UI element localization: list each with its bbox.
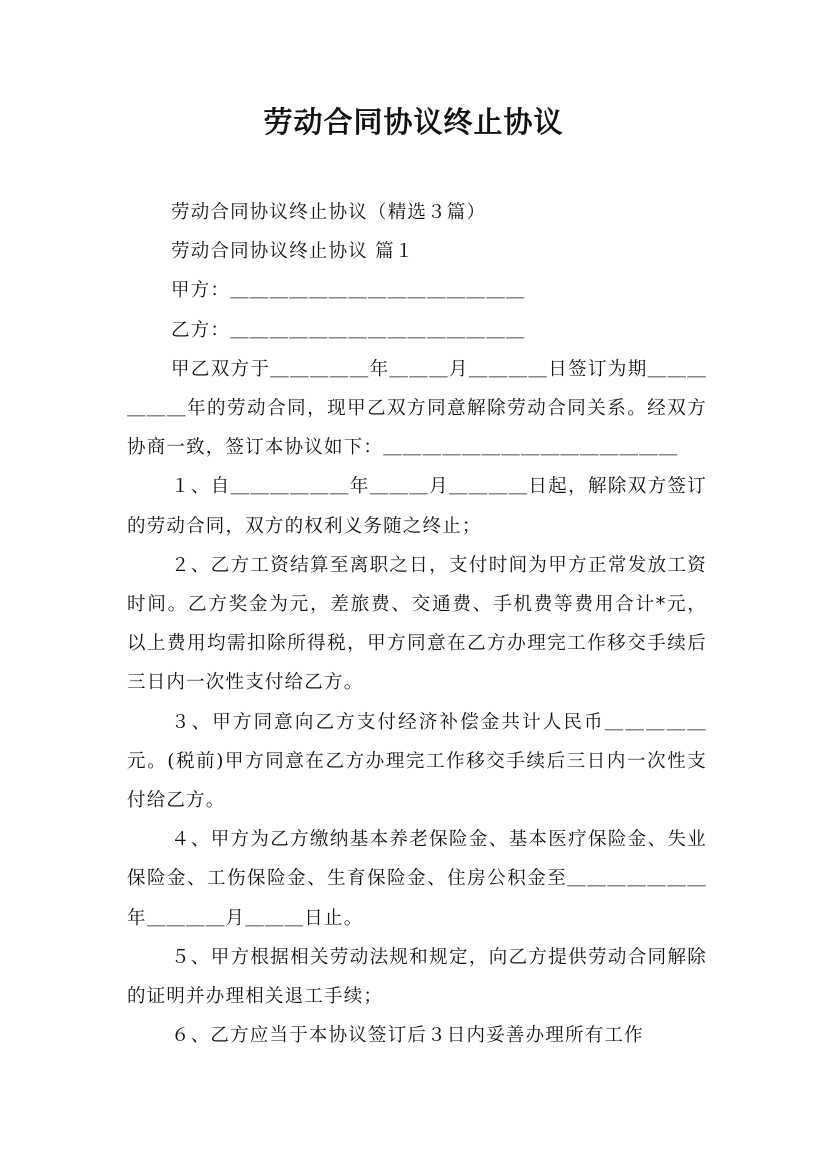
party-a-line: 甲方：＿＿＿＿＿＿＿＿＿＿＿＿＿＿＿	[171, 280, 526, 302]
party-b-line: 乙方：＿＿＿＿＿＿＿＿＿＿＿＿＿＿＿	[171, 319, 526, 341]
subtitle-paragraph: 劳动合同协议终止协议（精选３篇）	[171, 202, 487, 223]
clause-1: １、自＿＿＿＿＿＿年＿＿＿月＿＿＿＿日起，解除双方签订的劳动合同，双方的权利义务随之终止；	[127, 476, 707, 537]
intro-paragraph: 甲乙双方于＿＿＿＿＿年＿＿＿月＿＿＿＿日签订为期＿＿＿＿＿＿年的劳动合同，现甲乙双方同意解除劳动合同关系。经双方协商一致，签订本协议如下：＿＿＿＿＿＿＿＿＿＿＿＿＿＿＿	[127, 358, 707, 459]
document-body	[127, 193, 707, 1055]
document-title: 劳动合同协议终止协议	[263, 105, 564, 139]
clause-3: ３、甲方同意向乙方支付经济补偿金共计人民币＿＿＿＿＿元。(税前)甲方同意在乙方办理完工作移交手续后三日内一次性支付给乙方。	[127, 711, 708, 812]
clause-6: ６、乙方应当于本协议签订后３日内妥善办理所有工作	[171, 1025, 644, 1047]
clause-2: ２、乙方工资结算至离职之日，支付时间为甲方正常发放工资时间。乙方奖金为元，差旅费、交通费、手机费等费用合计*元，以上费用均需扣除所得税，甲方同意在乙方办理完工作移交手续后三日内一次性支付给乙方。	[127, 554, 707, 694]
clause-5: ５、甲方根据相关劳动法规和规定，向乙方提供劳动合同解除的证明并办理相关退工手续；	[127, 946, 707, 1008]
section-heading: 劳动合同协议终止协议 篇１	[171, 241, 415, 263]
clause-4: ４、甲方为乙方缴纳基本养老保险金、基本医疗保险金、失业保险金、工伤保险金、生育保险金、住房公积金至＿＿＿＿＿＿＿年＿＿＿＿月＿＿＿日止。	[127, 829, 707, 929]
